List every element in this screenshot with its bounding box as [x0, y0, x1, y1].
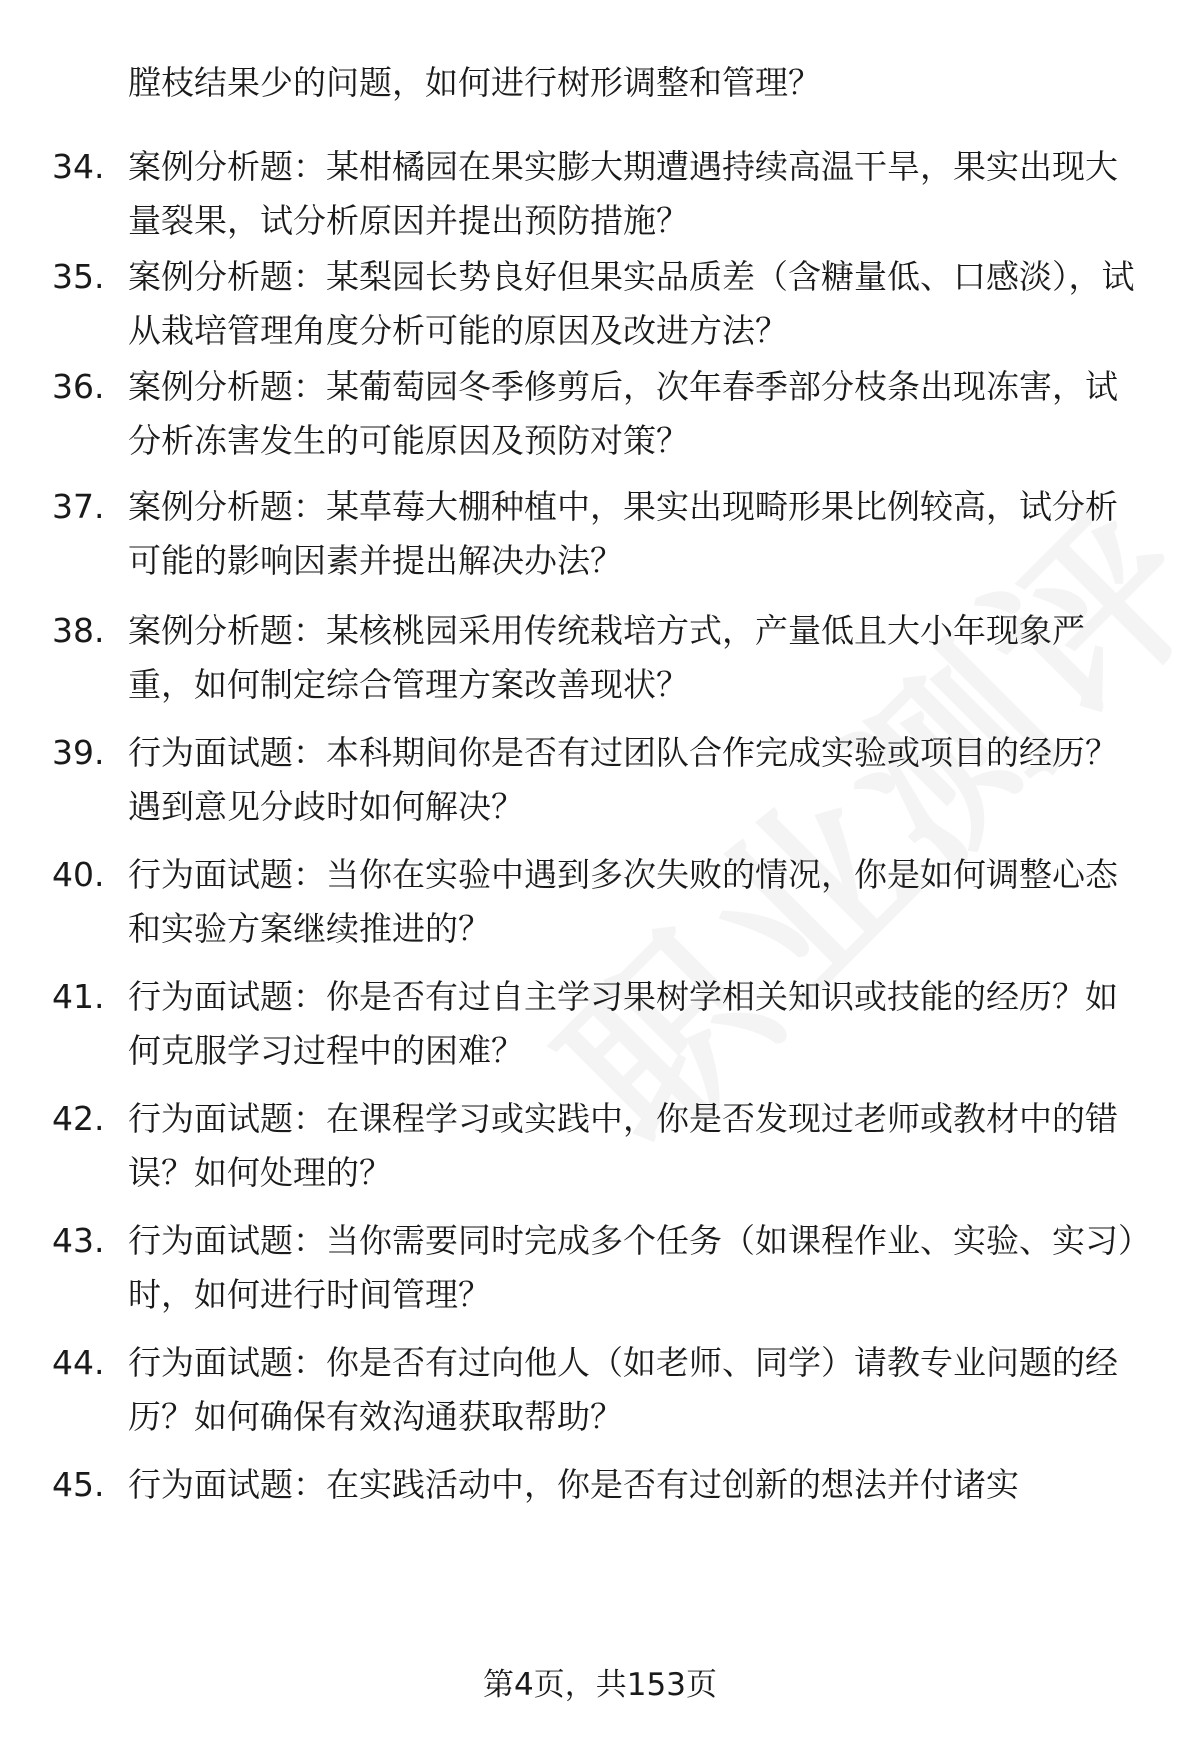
question-text: 案例分析题：某核桃园采用传统栽培方式，产量低且大小年现象严重，如何制定综合管理方案改善现状？ [128, 611, 1085, 704]
question-number: 44. [52, 1343, 105, 1382]
question-text: 行为面试题：你是否有过向他人（如老师、同学）请教专业问题的经历？如何确保有效沟通获取帮助？ [128, 1343, 1118, 1436]
question-text: 行为面试题：当你需要同时完成多个任务（如课程作业、实验、实习）时，如何进行时间管理？ [128, 1221, 1135, 1314]
question-number: 45. [52, 1465, 105, 1504]
question-text: 行为面试题：当你在实验中遇到多次失败的情况，你是如何调整心态和实验方案继续推进的？ [128, 855, 1118, 948]
question-text: 案例分析题：某草莓大棚种植中，果实出现畸形果比例较高，试分析可能的影响因素并提出解决办法？ [128, 487, 1118, 580]
question-number: 35. [52, 257, 105, 296]
question-number: 40. [52, 855, 105, 894]
question-number: 37. [52, 487, 105, 526]
question-number: 36. [52, 367, 105, 406]
question-text: 行为面试题：在课程学习或实践中，你是否发现过老师或教材中的错误？如何处理的？ [128, 1099, 1118, 1192]
question-number: 41. [52, 977, 105, 1016]
question-text: 行为面试题：你是否有过自主学习果树学相关知识或技能的经历？如何克服学习过程中的困难？ [128, 977, 1118, 1070]
question-text: 膛枝结果少的问题，如何进行树形调整和管理？ [128, 63, 821, 102]
question-text: 行为面试题：本科期间你是否有过团队合作完成实验或项目的经历？遇到意见分歧时如何解决？ [128, 733, 1118, 826]
question-number: 38. [52, 611, 105, 650]
question-text: 案例分析题：某梨园长势良好但果实品质差（含糖量低、口感淡），试从栽培管理角度分析可能的原因及改进方法？ [128, 257, 1135, 350]
question-text: 案例分析题：某葡萄园冬季修剪后，次年春季部分枝条出现冻害，试分析冻害发生的可能原因及预防对策？ [128, 367, 1118, 460]
question-number: 42. [52, 1099, 105, 1138]
question-text: 行为面试题：在实践活动中，你是否有过创新的想法并付诸实 [128, 1465, 1019, 1504]
question-number: 43. [52, 1221, 105, 1260]
question-number: 39. [52, 733, 105, 772]
question-text: 案例分析题：某柑橘园在果实膨大期遭遇持续高温干旱，果实出现大量裂果，试分析原因并提出预防措施？ [128, 147, 1118, 240]
page-footer: 第4页，共153页 [483, 1667, 717, 1703]
question-number: 34. [52, 147, 105, 186]
